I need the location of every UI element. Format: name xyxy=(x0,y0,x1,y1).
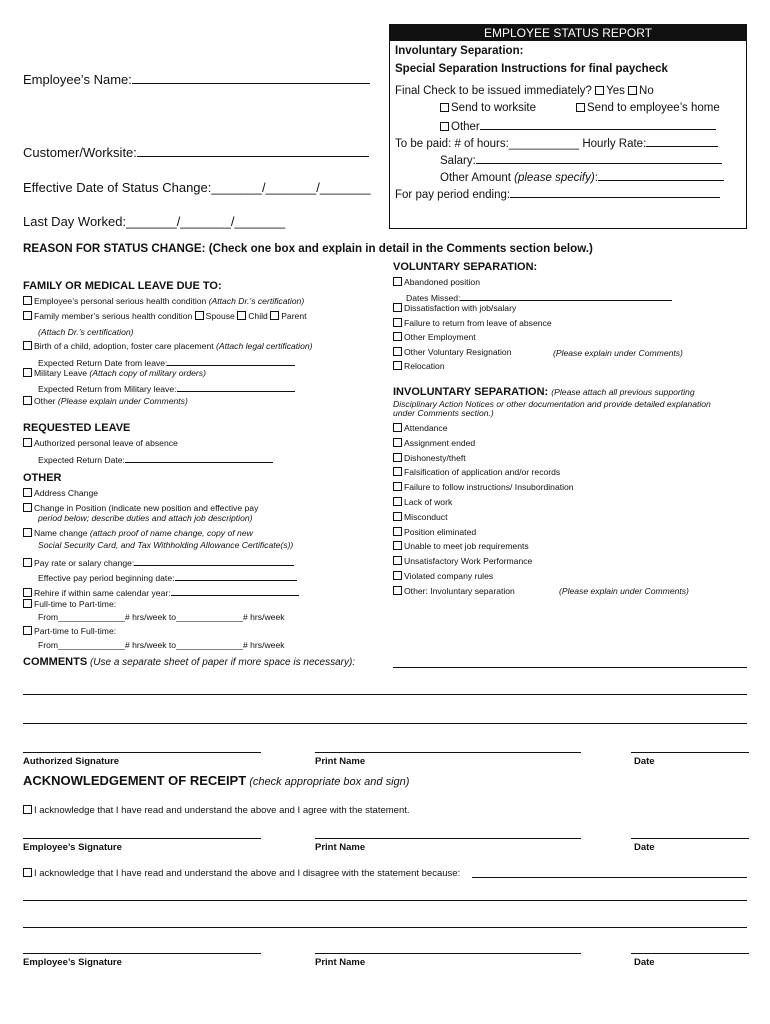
other-option: Other xyxy=(440,119,716,133)
inv-reason-item[interactable] xyxy=(393,571,493,581)
inv-reason-label: Falsification of application and/or records xyxy=(404,467,561,478)
v-failure-return[interactable]: Failure to return from leave of absence xyxy=(393,318,552,328)
other-title: OTHER xyxy=(23,472,62,484)
print-name-label: Print Name xyxy=(315,756,366,767)
inv-reason-label: Dishonesty/theft xyxy=(404,452,466,463)
print-name-label: Print Name xyxy=(315,842,366,853)
inv-reason-item[interactable] xyxy=(393,453,466,463)
special-instructions-label: Special Separation Instructions for final paycheck xyxy=(395,63,668,75)
v-abandoned[interactable]: Abandoned position xyxy=(393,277,480,287)
authorized-signature-label: Authorized Signature xyxy=(23,756,120,767)
inv-reason-item[interactable] xyxy=(393,541,529,551)
o-change-position[interactable]: Change in Position (indicate new position and effective pay xyxy=(23,503,258,513)
authorized-signature-line[interactable] xyxy=(23,752,261,753)
v-other-voluntary-note: (Please explain under Comments) xyxy=(553,348,683,358)
child-checkbox[interactable] xyxy=(237,311,246,320)
ack-agree-option[interactable]: I acknowledge that I have read and understand the above and I agree with the statement. xyxy=(23,805,410,816)
requested-leave-title: REQUESTED LEAVE xyxy=(23,422,131,434)
parent-checkbox[interactable] xyxy=(270,311,279,320)
checkbox[interactable] xyxy=(393,361,402,370)
effective-date-field[interactable]: Effective Date of Status Change:_______/_______/_______ xyxy=(23,180,371,195)
final-check-question: Final Check to be issued immediately? Yes No xyxy=(395,85,654,97)
employee-signature-line[interactable] xyxy=(23,838,261,839)
checkbox[interactable] xyxy=(23,528,32,537)
checkbox[interactable] xyxy=(23,438,32,447)
fm-military-leave[interactable]: Military Leave (Attach copy of military orders) xyxy=(23,368,206,378)
checkbox[interactable] xyxy=(23,311,32,320)
comments-line[interactable] xyxy=(393,667,747,668)
print-name-label: Print Name xyxy=(315,957,366,968)
o-name-change[interactable]: Name change (attach proof of name change, copy of new xyxy=(23,528,253,538)
checkbox[interactable] xyxy=(393,277,402,286)
to-be-paid-field[interactable]: To be paid: # of hours:___________ Hourly Rate: xyxy=(395,136,718,150)
checkbox[interactable] xyxy=(393,556,402,565)
fm-family-health[interactable]: Family member’s serious health condition Spouse Child Parent xyxy=(23,311,307,321)
inv-note-line3: under Comments section.) xyxy=(393,408,494,418)
checkbox[interactable] xyxy=(393,453,402,462)
inv-reason-item[interactable] xyxy=(393,497,452,507)
inv-reason-label: Lack of work xyxy=(404,497,453,507)
acknowledgement-title: ACKNOWLEDGEMENT OF RECEIPT (check appropriate box and sign) xyxy=(23,773,410,788)
print-name-line[interactable] xyxy=(315,752,581,753)
print-name-line[interactable] xyxy=(315,838,581,839)
checkbox[interactable] xyxy=(393,347,402,356)
checkbox[interactable] xyxy=(23,588,32,597)
send-options: Send to worksite xyxy=(440,102,536,114)
print-name-line[interactable] xyxy=(315,953,581,954)
comments-label: COMMENTS (Use a separate sheet of paper if more space is necessary): xyxy=(23,656,356,668)
fm-other[interactable]: Other (Please explain under Comments) xyxy=(23,396,188,406)
o-pt-to-ft[interactable]: Part-time to Full-time: xyxy=(23,626,116,636)
inv-reason-item[interactable] xyxy=(393,527,476,537)
checkbox[interactable] xyxy=(23,626,32,635)
inv-reason-item[interactable] xyxy=(393,482,574,492)
o-ft-to-pt-hours[interactable]: From______________# hrs/week to______________# hrs/week xyxy=(38,612,285,622)
checkbox[interactable] xyxy=(23,368,32,377)
o-change-position-note: period below; describe duties and attach job description) xyxy=(38,513,253,523)
other-amount-field[interactable]: Other Amount (please specify): xyxy=(440,170,724,184)
inv-reason-label: Unable to meet job requirements xyxy=(404,541,529,552)
checkbox[interactable] xyxy=(393,586,402,595)
inv-reason-item[interactable] xyxy=(393,586,515,596)
date-label: Date xyxy=(634,842,655,853)
inv-reason-label: Assignment ended xyxy=(404,437,476,448)
checkbox[interactable] xyxy=(23,488,32,497)
comments-line[interactable] xyxy=(23,723,747,724)
comments-line[interactable] xyxy=(23,694,747,695)
employee-signature-label: Employee’s Signature xyxy=(23,842,122,853)
checkbox[interactable] xyxy=(23,503,32,512)
inv-reason-item[interactable] xyxy=(393,438,475,448)
salary-field[interactable]: Salary: xyxy=(440,153,722,167)
inv-reason-label: Unsatisfactory Work Performance xyxy=(404,556,533,567)
o-rehire[interactable]: Rehire if within same calendar year: xyxy=(23,585,299,598)
inv-reason-item[interactable] xyxy=(393,556,532,566)
inv-reason-label: Other: Involuntary separation xyxy=(404,585,515,596)
rq-expected-return[interactable]: Expected Return Date: xyxy=(38,452,273,465)
ack-disagree-option[interactable]: I acknowledge that I have read and understand the above and I disagree with the statement because: xyxy=(23,868,460,879)
pay-period-field[interactable]: For pay period ending: xyxy=(395,187,720,201)
send-home-checkbox[interactable] xyxy=(576,103,585,112)
send-worksite-checkbox[interactable] xyxy=(440,103,449,112)
inv-reason-label: Position eliminated xyxy=(404,526,477,537)
checkbox[interactable] xyxy=(393,467,402,476)
customer-worksite-field[interactable]: Customer/Worksite: xyxy=(23,145,369,160)
family-medical-title: FAMILY OR MEDICAL LEAVE DUE TO: xyxy=(23,280,222,292)
inv-reason-label: Failure to follow instructions/ Insubordination xyxy=(404,482,574,493)
status-panel xyxy=(389,24,747,229)
fm-military-return[interactable]: Expected Return from Military leave: xyxy=(38,381,295,394)
disagree-reason-line[interactable] xyxy=(472,877,747,878)
checkbox[interactable] xyxy=(393,423,402,432)
checkbox[interactable] xyxy=(393,438,402,447)
date-line[interactable] xyxy=(631,953,749,954)
o-name-change-note: Social Security Card, and Tax Withholding Allowance Certificate(s)) xyxy=(38,540,294,550)
checkbox[interactable] xyxy=(23,558,32,567)
fm-expected-return[interactable]: Expected Return Date from leave: xyxy=(38,355,295,368)
checkbox[interactable] xyxy=(393,497,402,506)
no-checkbox[interactable] xyxy=(628,86,637,95)
employee-signature-line[interactable] xyxy=(23,953,261,954)
disagree-reason-line[interactable] xyxy=(23,927,747,928)
rq-authorized-leave[interactable]: Authorized personal leave of absence xyxy=(23,438,178,448)
other-checkbox[interactable] xyxy=(440,122,449,131)
fm-attach-note: (Attach Dr.’s certification) xyxy=(38,327,134,337)
v-other-voluntary[interactable]: Other Voluntary Resignation xyxy=(393,347,512,357)
fm-birth-adoption[interactable]: Birth of a child, adoption, foster care placement (Attach legal certification) xyxy=(23,341,313,351)
inv-reason-item[interactable] xyxy=(393,423,447,433)
date-line[interactable] xyxy=(631,752,749,753)
o-effective-pay-period[interactable]: Effective pay period beginning date: xyxy=(38,570,297,583)
checkbox[interactable] xyxy=(393,318,402,327)
checkbox[interactable] xyxy=(393,303,402,312)
checkbox[interactable] xyxy=(393,512,402,521)
reason-title: REASON FOR STATUS CHANGE: (Check one box and explain in detail in the Comments section below.) xyxy=(23,242,593,255)
employee-name-field[interactable]: Employee’s Name: xyxy=(23,72,370,87)
checkbox[interactable] xyxy=(23,296,32,305)
spouse-checkbox[interactable] xyxy=(195,311,204,320)
checkbox[interactable] xyxy=(23,396,32,405)
date-label: Date xyxy=(634,756,655,767)
inv-reason-item[interactable] xyxy=(393,467,560,477)
v-dates-missed[interactable]: Dates Missed: xyxy=(406,290,672,303)
checkbox[interactable] xyxy=(23,599,32,608)
agree-checkbox[interactable] xyxy=(23,805,32,814)
involuntary-separation-section: INVOLUNTARY SEPARATION: (Please attach all previous supporting xyxy=(393,386,695,398)
o-address-change[interactable]: Address Change xyxy=(23,488,98,498)
v-relocation[interactable]: Relocation xyxy=(393,361,445,371)
o-pay-rate-change[interactable]: Pay rate or salary change: xyxy=(23,555,294,568)
checkbox[interactable] xyxy=(23,341,32,350)
inv-reason-label: Misconduct xyxy=(404,511,448,522)
o-pt-to-ft-hours[interactable]: From______________# hrs/week to______________# hrs/week xyxy=(38,640,285,650)
employee-signature-label: Employee’s Signature xyxy=(23,957,122,968)
fm-employee-health[interactable]: Employee’s personal serious health condition (Attach Dr.’s certification) xyxy=(23,296,304,306)
status-panel-title: EMPLOYEE STATUS REPORT xyxy=(390,25,746,41)
checkbox[interactable] xyxy=(393,482,402,491)
voluntary-separation-title: VOLUNTARY SEPARATION: xyxy=(393,261,538,273)
last-day-worked-field[interactable]: Last Day Worked:_______/_______/_______ xyxy=(23,214,286,229)
inv-note-line2: Disciplinary Action Notices or other documentation and provide detailed explanation xyxy=(393,399,711,409)
inv-reason-label: Attendance xyxy=(404,423,448,433)
checkbox[interactable] xyxy=(393,571,402,580)
inv-reason-item[interactable] xyxy=(393,512,447,522)
send-home-option: Send to employee’s home xyxy=(576,102,720,114)
v-other-employment[interactable]: Other Employment xyxy=(393,332,476,342)
v-dissatisfaction[interactable]: Dissatisfaction with job/salary xyxy=(393,303,516,313)
date-label: Date xyxy=(634,957,655,968)
checkbox[interactable] xyxy=(393,527,402,536)
checkbox[interactable] xyxy=(393,332,402,341)
inv-reason-label: Violated company rules xyxy=(404,571,494,581)
disagree-checkbox[interactable] xyxy=(23,868,32,877)
yes-checkbox[interactable] xyxy=(595,86,604,95)
o-ft-to-pt[interactable]: Full-time to Part-time: xyxy=(23,599,116,609)
disagree-reason-line[interactable] xyxy=(23,900,747,901)
checkbox[interactable] xyxy=(393,541,402,550)
inv-other-note: (Please explain under Comments) xyxy=(559,586,689,596)
involuntary-separation-label: Involuntary Separation: xyxy=(395,45,524,57)
date-line[interactable] xyxy=(631,838,749,839)
